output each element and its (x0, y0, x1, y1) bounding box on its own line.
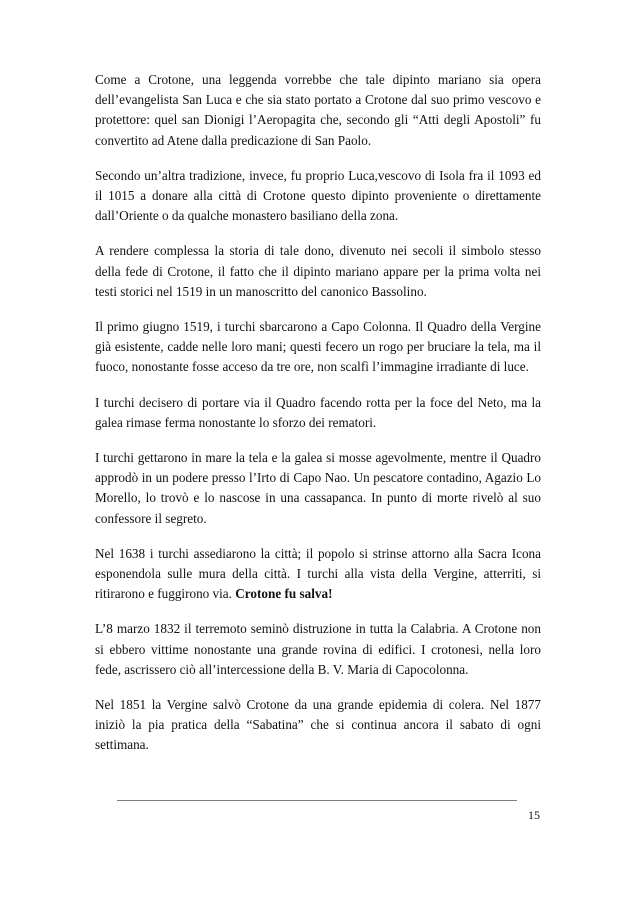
paragraph-turks-landing: Il primo giugno 1519, i turchi sbarcarono a Capo Colonna. Il Quadro della Vergine già esistente, cadde nelle loro mani; questi fecero un rogo per bruciare la tela, ma il fuoco, nonostante fosse acceso da tre ore, non scalfì l’immagine irradiante di luce. (95, 319, 541, 375)
paragraph-siege-text: Nel 1638 i turchi assediarono la città; il popolo si strinse attorno alla Sacra Icona esponendola sulle mura della città. I turchi alla vista della Vergine, atterriti, si ritirarono e fuggirono via. (95, 545, 541, 602)
paragraph-legend: Come a Crotone, una leggenda vorrebbe che tale dipinto mariano sia opera dell’evangelista San Luca e che sia stato portato a Crotone dal suo primo vescovo e protettore: quel san Dionigi l’Aeropagita che, secondo gli “Atti degli Apostoli” fu convertito ad Atene dalla predicazione di San Paolo. (95, 72, 541, 148)
body-text (95, 70, 541, 771)
paragraph-siege (95, 544, 541, 605)
paragraph-tradition: Secondo un’altra tradizione, invece, fu proprio Luca,vescovo di Isola fra il 1093 ed il 1015 a donare alla città di Crotone questo dipinto proveniente o direttamente dall’Oriente o da qualche monastero basiliano della zona. (95, 167, 541, 224)
paragraph-epidemic: Nel 1851 la Vergine salvò Crotone da una grande epidemia di colera. Nel 1877 iniziò la pia pratica della “Sabatina” che si continua ancora il sabato di ogni settimana. (95, 697, 541, 753)
footer-divider (117, 800, 517, 801)
paragraph-fisherman: I turchi gettarono in mare la tela e la galea si mosse agevolmente, mentre il Quadro approdò in un podere presso l’Irto di Capo Nao. Un pescatore contadino, Agazio Lo Morello, lo trovò e lo nascose in una cassapanca. In punto di morte rivelò al suo confessore il segreto. (95, 450, 541, 526)
paragraph-earthquake: L’8 marzo 1832 il terremoto seminò distruzione in tutta la Calabria. A Crotone non si ebbero vittime nonostante una grande rovina di edifici. I crotonesi, nella loro fede, ascrissero ciò all’intercessione della B. V. Maria di Capocolonna. (95, 621, 541, 677)
emphasis-text: Crotone fu salva! (235, 586, 333, 602)
paragraph-history: A rendere complessa la storia di tale dono, divenuto nei secoli il simbolo stesso della fede di Crotone, il fatto che il dipinto mariano appare per la prima volta nei testi storici nel 1519 in un manoscritto del canonico Bassolino. (95, 243, 541, 299)
paragraph-galley: I turchi decisero di portare via il Quadro facendo rotta per la foce del Neto, ma la galea rimase ferma nonostante lo sforzo dei rematori. (95, 394, 541, 430)
page-number: 15 (528, 808, 540, 822)
